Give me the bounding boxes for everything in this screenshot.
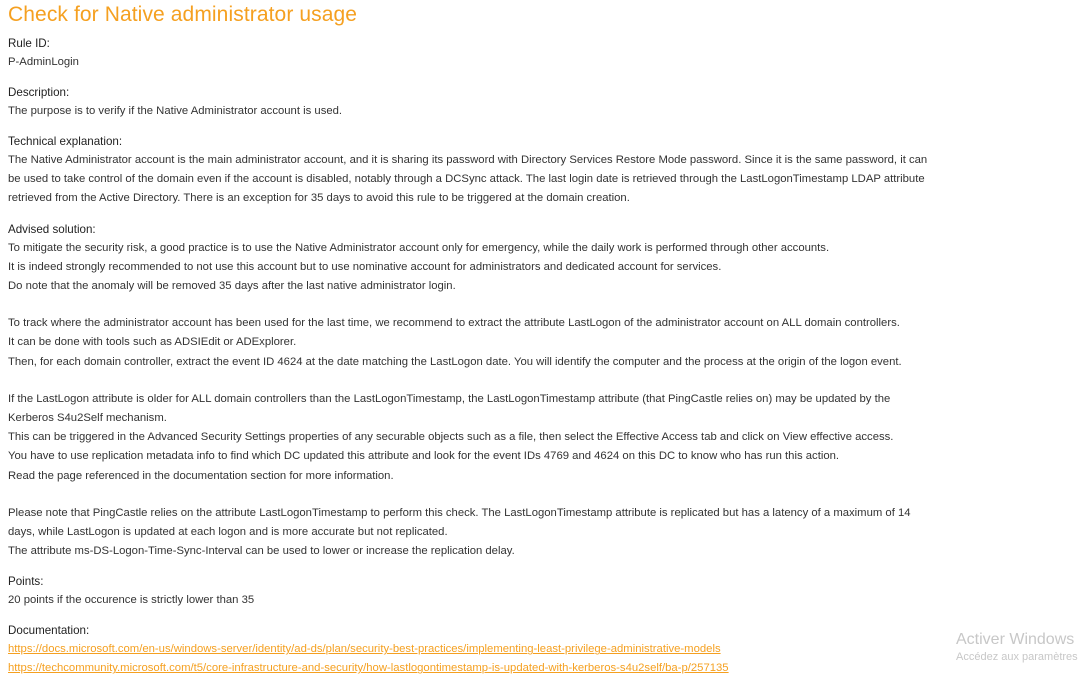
technical-line: be used to take control of the domain even if the account is disabled, notably through a DCSync attack. The last login date is retrieved through the LastLogonTimestamp LDAP attribute	[8, 173, 925, 186]
advised-line: This can be triggered in the Advanced Security Settings properties of any securable objects such as a file, then select the Effective Access tab and click on View effective access.	[8, 431, 894, 444]
points-label: Points:	[8, 575, 44, 589]
activation-watermark	[956, 630, 1078, 664]
advised-line: The attribute ms-DS-Logon-Time-Sync-Interval can be used to lower or increase the replication delay.	[8, 545, 515, 558]
advised-line: To track where the administrator account has been used for the last time, we recommend to extract the attribute LastLogon of the administrator account on ALL domain controllers.	[8, 317, 900, 330]
advised-line: Do note that the anomaly will be removed 35 days after the last native administrator login.	[8, 280, 456, 293]
documentation-link-1[interactable]: https://docs.microsoft.com/en-us/windows-server/identity/ad-ds/plan/security-best-practices/implementing-least-privilege-administrative-models	[8, 643, 721, 656]
points-text: 20 points if the occurence is strictly lower than 35	[8, 594, 255, 607]
advised-line: If the LastLogon attribute is older for ALL domain controllers than the LastLogonTimestamp, the LastLogonTimestamp attribute (that PingCastle relies on) may be updated by the	[8, 392, 891, 405]
advised-solution-label: Advised solution:	[8, 222, 96, 236]
rule-id-value: P-AdminLogin	[8, 56, 79, 68]
technical-explanation-text	[8, 151, 993, 209]
advised-line: It can be done with tools such as ADSIEdit or ADExplorer.	[8, 336, 297, 349]
advised-line: It is indeed strongly recommended to not use this account but to use nominative account for administrators and dedicated account for services.	[8, 260, 722, 273]
advised-paragraph-3	[8, 390, 993, 486]
page-title: Check for Native administrator usage	[8, 3, 358, 26]
documentation-label: Documentation:	[8, 624, 90, 638]
documentation-link-2[interactable]: https://techcommunity.microsoft.com/t5/core-infrastructure-and-security/how-lastlogontimestamp-is-updated-with-kerberos-s4u2self/ba-p/257135	[8, 662, 729, 675]
technical-line: The Native Administrator account is the main administrator account, and it is sharing its password with Directory Services Restore Mode password. Since it is the same password, it can	[8, 154, 928, 166]
advised-line: Read the page referenced in the documentation section for more information.	[8, 469, 394, 482]
advised-line: To mitigate the security risk, a good practice is to use the Native Administrator account only for emergency, while the daily work is performed through other accounts.	[8, 241, 830, 254]
description-text: The purpose is to verify if the Native Administrator account is used.	[8, 105, 343, 117]
advised-paragraph-1	[8, 239, 993, 297]
rule-id-label: Rule ID:	[8, 37, 50, 50]
advised-line: You have to use replication metadata info to find which DC updated this attribute and look for the event IDs 4769 and 4624 on this DC to know who has run this action.	[8, 450, 840, 463]
description-label: Description:	[8, 86, 70, 99]
technical-line: retrieved from the Active Directory. There is an exception for 35 days to avoid this rule to be triggered at the domain creation.	[8, 192, 630, 205]
advised-paragraph-2	[8, 314, 993, 372]
advised-line: days, while LastLogon is updated at each logon and is more accurate but not replicated.	[8, 526, 448, 539]
rule-detail	[8, 0, 993, 678]
advised-line: Then, for each domain controller, extract the event ID 4624 at the date matching the LastLogon date. You will identify the computer and the process at the origin of the logon event.	[8, 355, 902, 368]
advised-line: Please note that PingCastle relies on the attribute LastLogonTimestamp to perform this check. The LastLogonTimestamp attribute is replicated but has a latency of a maximum of 14	[8, 506, 911, 519]
advised-line: Kerberos S4u2Self mechanism.	[8, 412, 167, 425]
technical-explanation-label: Technical explanation:	[8, 135, 123, 148]
watermark-subtitle: Accédez aux paramètres	[956, 651, 1078, 663]
watermark-title: Activer Windows	[956, 631, 1075, 648]
advised-paragraph-4	[8, 504, 993, 562]
